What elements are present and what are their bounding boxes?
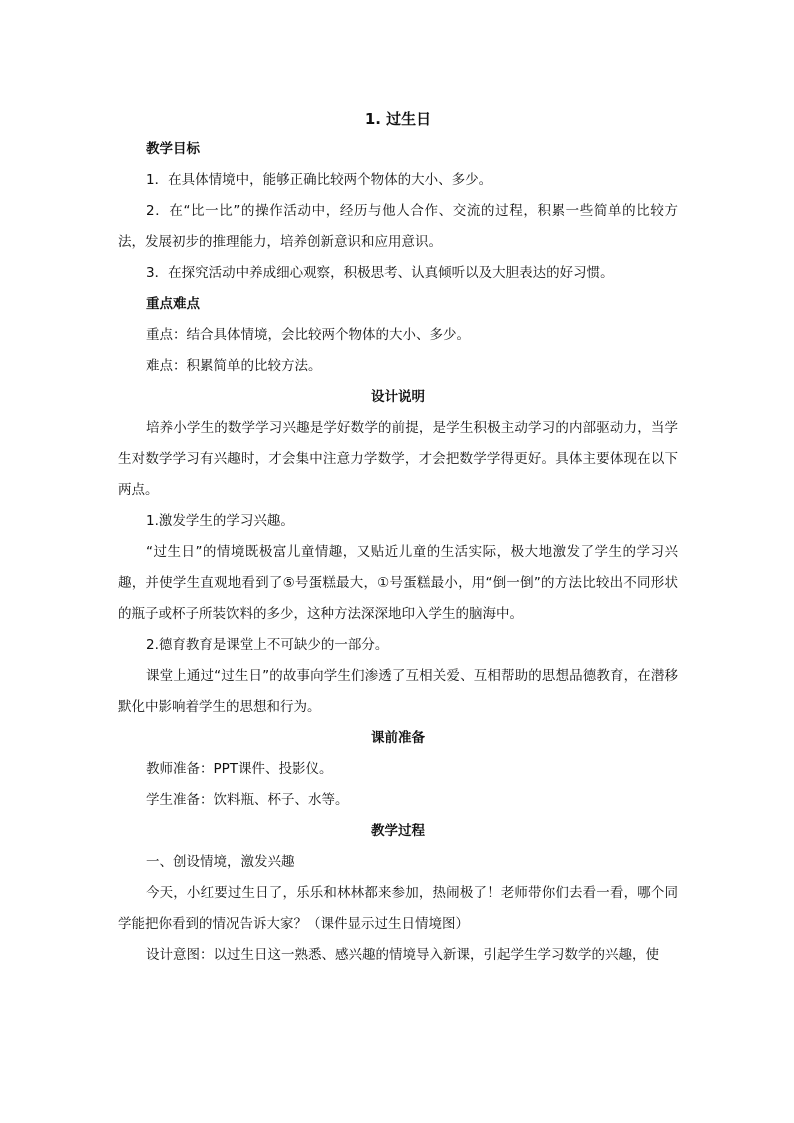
design-point-1-body: “过生日”的情境既极富儿童情趣，又贴近儿童的生活实际，极大地激发了学生的学习兴趣，并使学生直观地看到了⑤号蛋糕最大，①号蛋糕最小，用“倒一倒”的方法比较出不同形状的瓶子或杯子所装饮料的多少，这种方法深深地印入学生的脑海中。 bbox=[118, 544, 678, 622]
teacher-preparation: 教师准备：PPT课件、投影仪。 bbox=[146, 761, 333, 777]
process-step-1-title: 一、创设情境，激发兴趣 bbox=[146, 854, 295, 870]
process-step-1-body: 今天，小红要过生日了，乐乐和林林都来参加，热闹极了！老师带你们去看一看，哪个同学能把你看到的情况告诉大家？（课件显示过生日情境图） bbox=[118, 885, 678, 932]
design-point-2-body: 课堂上通过“过生日”的故事向学生们渗透了互相关爱、互相帮助的思想品德教育，在潜移默化中影响着学生的思想和行为。 bbox=[118, 668, 678, 715]
document-content bbox=[118, 104, 678, 971]
objective-item-2: 2．在“比一比”的操作活动中，经历与他人合作、交流的过程，积累一些简单的比较方法，发展初步的推理能力，培养创新意识和应用意识。 bbox=[118, 203, 678, 250]
objective-item-1: 1．在具体情境中，能够正确比较两个物体的大小、多少。 bbox=[146, 172, 493, 188]
objectives-heading: 教学目标 bbox=[146, 141, 200, 157]
lesson-title: 1. 过生日 bbox=[364, 110, 432, 128]
design-heading: 设计说明 bbox=[371, 389, 425, 405]
key-point-difficulty: 难点：积累简单的比较方法。 bbox=[146, 358, 322, 374]
process-step-1-intent: 设计意图：以过生日这一熟悉、感兴趣的情境导入新课，引起学生学习数学的兴趣，使 bbox=[146, 947, 659, 963]
preparation-heading: 课前准备 bbox=[371, 730, 425, 746]
design-intro: 培养小学生的数学学习兴趣是学好数学的前提，是学生积极主动学习的内部驱动力，当学生对数学学习有兴趣时，才会集中注意力学数学，才会把数学学得更好。具体主要体现在以下两点。 bbox=[118, 420, 678, 498]
key-points-heading: 重点难点 bbox=[146, 296, 200, 312]
process-heading: 教学过程 bbox=[371, 823, 425, 839]
student-preparation: 学生准备：饮料瓶、杯子、水等。 bbox=[146, 792, 349, 808]
design-point-2-title: 2.德育教育是课堂上不可缺少的一部分。 bbox=[146, 637, 389, 653]
design-point-1-title: 1.激发学生的学习兴趣。 bbox=[146, 513, 294, 529]
objective-item-3: 3．在探究活动中养成细心观察，积极思考、认真倾听以及大胆表达的好习惯。 bbox=[146, 265, 614, 281]
key-point-focus: 重点：结合具体情境，会比较两个物体的大小、多少。 bbox=[146, 327, 470, 343]
